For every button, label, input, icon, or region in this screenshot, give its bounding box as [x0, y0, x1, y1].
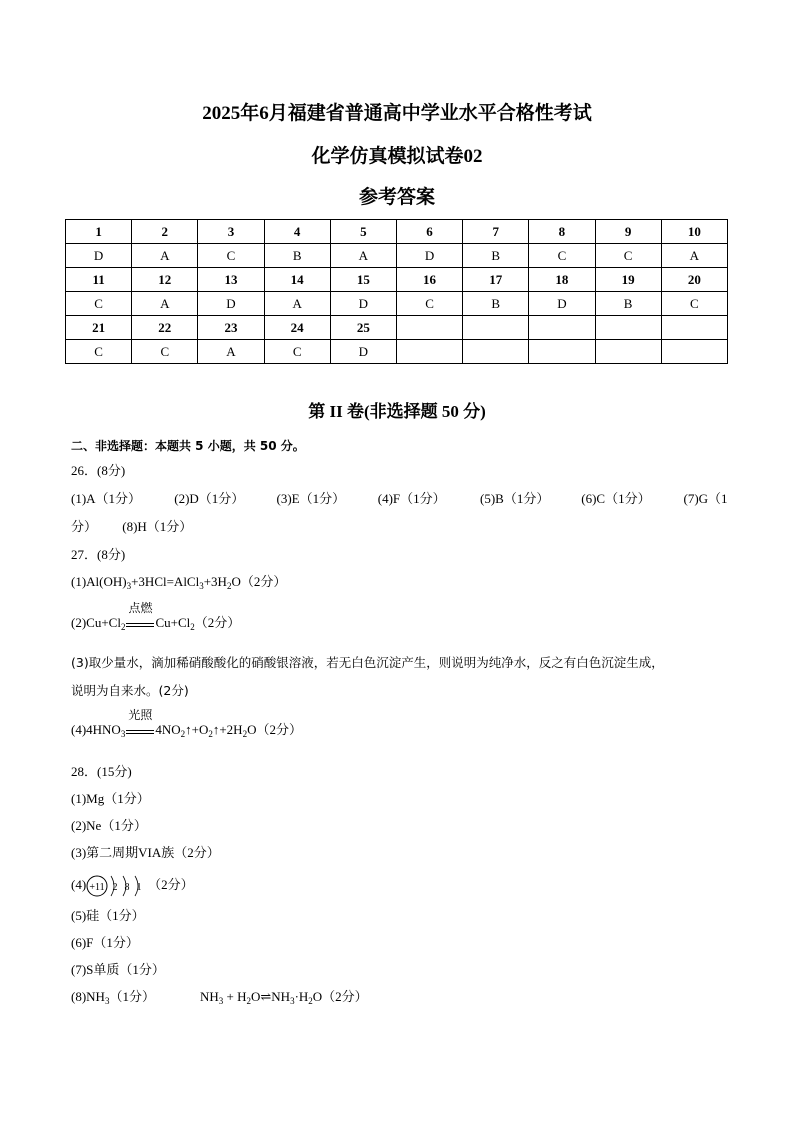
answer-cell — [595, 340, 661, 364]
q28-a4: (4) +11 2 8 1 （2分） — [71, 873, 194, 899]
answer-cell: A — [330, 244, 396, 268]
answer-cell — [661, 340, 727, 364]
section-2-note: 二、非选择题：本题共 5 小题，共 50 分。 — [71, 439, 305, 453]
reaction-condition: 点燃 — [126, 614, 154, 627]
answer-cell: A — [264, 292, 330, 316]
answer-row — [66, 340, 728, 364]
q28-a8: $(8)NH_3(1$分） $NH_3$ + $H_2O\rightleftharpoons NH_3\cdot H_2O(2$分） — [71, 989, 368, 1006]
q28-a3: (3)第二周期VIA族（2分） — [71, 845, 220, 860]
answer-cell: C — [66, 340, 132, 364]
q27-a3-line2: 说明为自来水。(2分) — [71, 683, 189, 698]
answer-cell: C — [595, 244, 661, 268]
answer-cell: C — [66, 292, 132, 316]
answer-cell: B — [595, 292, 661, 316]
atom-structure-diagram — [86, 873, 148, 899]
q26-a2: (2)D（1分） — [174, 491, 245, 506]
question-number-cell: 20 — [661, 268, 727, 292]
answer-cell: D — [198, 292, 264, 316]
question-number-cell — [595, 316, 661, 340]
exam-title: 2025年6月福建省普通高中学业水平合格性考试 — [202, 103, 592, 124]
question-number-cell — [396, 316, 462, 340]
question-number-cell: 2 — [132, 220, 198, 244]
answer-cell: A — [198, 340, 264, 364]
answer-row — [66, 292, 728, 316]
answer-cell: D — [66, 244, 132, 268]
question-number-cell — [661, 316, 727, 340]
question-number-cell: 21 — [66, 316, 132, 340]
q28-a5: (5)硅（1分） — [71, 908, 145, 923]
answer-cell: A — [132, 292, 198, 316]
q28-a7: (7)S单质（1分） — [71, 962, 165, 977]
q26-a4: (4)F（1分） — [377, 491, 446, 506]
answer-key-heading: 参考答案 — [358, 187, 435, 208]
answer-cell: D — [330, 340, 396, 364]
nucleus-charge: +11 — [89, 882, 105, 893]
question-number-cell: 4 — [264, 220, 330, 244]
question-number-cell: 25 — [330, 316, 396, 340]
q26-a7: (7)G（1 — [683, 491, 728, 506]
question-number-cell: 19 — [595, 268, 661, 292]
question-number-cell: 15 — [330, 268, 396, 292]
q28-a1: (1)Mg（1分） — [71, 791, 150, 806]
q28-a2: (2)Ne（1分） — [71, 818, 147, 833]
shell-electrons-3: 1 — [136, 882, 142, 893]
q27-header: 27．(8分) — [71, 547, 126, 562]
question-number-cell: 9 — [595, 220, 661, 244]
question-number-cell: 16 — [396, 268, 462, 292]
q26-answers-line2 — [71, 518, 192, 536]
paper-subtitle: 化学仿真模拟试卷02 — [311, 146, 483, 167]
answer-cell: C — [529, 244, 595, 268]
ammonia-equilibrium-equation: $NH_3$ + $H_2O\rightleftharpoons NH_3\cdot H_2O(2$分） — [200, 989, 368, 1006]
answer-cell: D — [396, 244, 462, 268]
q26-a1: (1)A（1分） — [71, 491, 142, 506]
question-number-cell: 5 — [330, 220, 396, 244]
shell-electrons-2: 8 — [124, 882, 130, 893]
answer-cell: C — [396, 292, 462, 316]
answer-cell — [463, 340, 529, 364]
answer-cell: C — [264, 340, 330, 364]
answer-cell: A — [661, 244, 727, 268]
question-number-row — [66, 220, 728, 244]
question-number-cell — [463, 316, 529, 340]
question-number-cell: 14 — [264, 268, 330, 292]
question-number-cell: 8 — [529, 220, 595, 244]
answer-cell — [529, 340, 595, 364]
q27-a2: $(2)Cu+Cl_2$ 点燃 $Cu+Cl_2(2$分） — [71, 601, 241, 632]
answer-cell: D — [330, 292, 396, 316]
question-number-cell: 7 — [463, 220, 529, 244]
question-number-row — [66, 268, 728, 292]
reaction-condition: 光照 — [126, 721, 154, 734]
q26-a7-cont: 分） — [71, 519, 98, 534]
q27-a3-line1: (3)取少量水，滴加稀硝酸酸化的硝酸银溶液，若无白色沉淀产生，则说明为纯净水，反之有白色沉淀生成， — [71, 655, 664, 670]
question-number-cell: 22 — [132, 316, 198, 340]
answer-cell: B — [463, 292, 529, 316]
question-number-cell: 17 — [463, 268, 529, 292]
question-number-cell: 1 — [66, 220, 132, 244]
question-number-cell: 12 — [132, 268, 198, 292]
q26-header: 26．(8分) — [71, 463, 126, 478]
question-number-cell: 10 — [661, 220, 727, 244]
q27-a4: $(4)4HNO_3$ 光照 $4NO_2↑+O_2↑+2H_2O(2$分） — [71, 708, 302, 739]
q26-a3: (3)E（1分） — [276, 491, 346, 506]
answer-cell: C — [132, 340, 198, 364]
answer-cell: B — [264, 244, 330, 268]
q26-a5: (5)B（1分） — [480, 491, 550, 506]
answer-table — [65, 219, 728, 364]
question-number-cell: 11 — [66, 268, 132, 292]
answer-cell: D — [529, 292, 595, 316]
answer-cell — [396, 340, 462, 364]
q26-a8: (8)H（1分） — [122, 519, 193, 534]
shell-electrons-1: 2 — [112, 882, 118, 893]
q28-a6: (6)F（1分） — [71, 935, 139, 950]
question-number-cell: 6 — [396, 220, 462, 244]
section-2-title: 第 II 卷(非选择题 50 分) — [308, 402, 486, 421]
question-number-cell: 13 — [198, 268, 264, 292]
answer-cell: A — [132, 244, 198, 268]
question-number-cell — [529, 316, 595, 340]
q26-a6: (6)C（1分） — [581, 491, 651, 506]
question-number-cell: 3 — [198, 220, 264, 244]
question-number-cell: 23 — [198, 316, 264, 340]
answer-cell: C — [661, 292, 727, 316]
answer-cell: B — [463, 244, 529, 268]
question-number-row — [66, 316, 728, 340]
q28-header: 28．(15分) — [71, 764, 132, 779]
answer-cell: C — [198, 244, 264, 268]
q27-a1: $(1)Al(OH)_3+3HCl=AlCl_3+3H_2O(2$分） — [71, 574, 287, 591]
question-number-cell: 18 — [529, 268, 595, 292]
answer-row — [66, 244, 728, 268]
q26-answers-line1 — [71, 490, 731, 508]
question-number-cell: 24 — [264, 316, 330, 340]
